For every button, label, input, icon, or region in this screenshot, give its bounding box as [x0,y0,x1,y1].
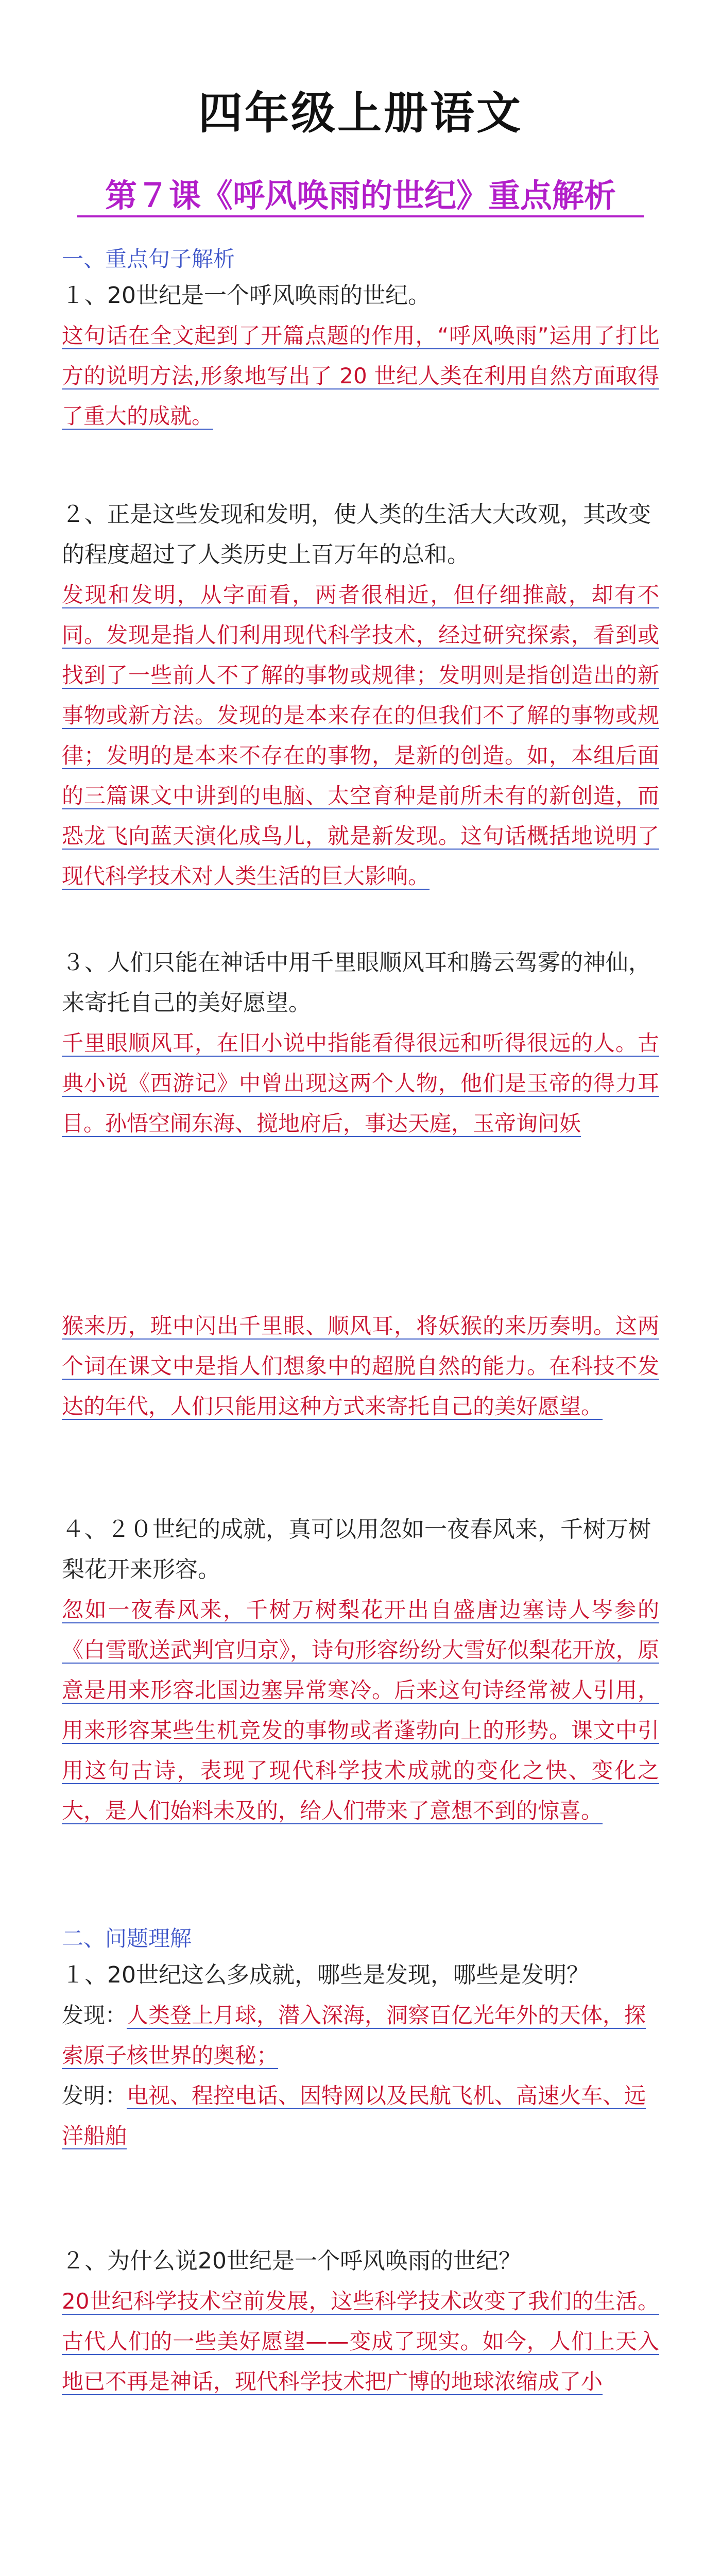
question-1-discovery [62,1995,659,2076]
key-sentence-4 [62,1510,659,1831]
subtitle-underline [77,215,644,217]
question-2-answer-part1: 20世纪科学技术空前发展，这些科学技术改变了我们的生活。古代人们的一些美好愿望——变成了现实。如今，人们上天入地已不再是神话，现代科学技术把广博的地球浓缩成了小 [62,2289,659,2394]
sentence-3-answer-part1: 千里眼顺风耳，在旧小说中指能看得很远和听得很远的人。古典小说《西游记》中曾出现这两个人物，他们是玉帝的得力耳目。孙悟空闹东海、搅地府后，事达天庭，玉帝询问妖 [62,1030,659,1136]
discovery-label: 发现： [62,2003,127,2028]
sentence-3-question: ３、人们只能在神话中用千里眼顺风耳和腾云驾雾的神仙，来寄托自己的美好愿望。 [62,950,651,1016]
sentence-4-answer: 忽如一夜春风来，千树万树梨花开出自盛唐边塞诗人岑参的《白雪歌送武判官归京》，诗句形容纷纷大雪好似梨花开放，原意是用来形容北国边塞异常寒冷。后来这句诗经常被人引用，用来形容某些生机竞发的事物或者蓬勃向上的形势。课文中引用这句古诗，表现了现代科学技术成就的变化之快、变化之大，是人们始料未及的，给人们带来了意想不到的惊喜。 [62,1597,659,1823]
sentence-3-answer-part2: 猴来历，班中闪出千里眼、顺风耳，将妖猴的来历奏明。这两个词在课文中是指人们想象中的超脱自然的能力。在科技不发达的年代，人们只能用这种方式来寄托自己的美好愿望。 [62,1313,659,1419]
sentence-2-answer: 发现和发明，从字面看，两者很相近，但仔细推敲，却有不同。发现是指人们利用现代科学技术，经过研究探索，看到或找到了一些前人不了解的事物或规律；发明则是指创造出的新事物或新方法。发现的是本来存在的但我们不了解的事物或规律；发明的是本来不存在的事物，是新的创造。如，本组后面的三篇课文中讲到的电脑、太空育种是前所未有的新创造，而恐龙飞向蓝天演化成鸟儿，就是新发现。这句话概括地说明了现代科学技术对人类生活的巨大影响。 [62,582,659,889]
invention-answer: 电视、程控电话、因特网以及民航飞机、高速火车、远洋船舶 [62,2083,646,2148]
invention-label: 发明： [62,2083,127,2108]
sentence-1-answer: 这句话在全文起到了开篇点题的作用，“呼风唤雨”运用了打比方的说明方法,形象地写出了 20 世纪人类在利用自然方面取得了重大的成就。 [62,323,659,429]
key-sentence-2 [62,495,659,896]
section-heading-key-sentences: 一、重点句子解析 [62,246,235,272]
question-1-text: １、20世纪这么多成就，哪些是发现，哪些是发明？ [62,1962,589,1988]
page-title: 四年级上册语文 [198,88,523,139]
sentence-2-question: ２、正是这些发现和发明，使人类的生活大大改观，其改变的程度超过了人类历史上百万年的总和。 [62,501,651,568]
key-sentence-1 [62,276,659,436]
question-1 [62,1955,659,2156]
sentence-4-question: ４、２０世纪的成就，真可以用忽如一夜春风来，千树万树梨花开来形容。 [62,1516,651,1583]
question-2 [62,2241,659,2402]
question-1-invention [62,2076,659,2156]
sentence-1-question: １、20世纪是一个呼风唤雨的世纪。 [62,282,431,309]
lesson-subtitle: 第７课《呼风唤雨的世纪》重点解析 [105,177,616,214]
key-sentence-3-continued [62,1306,659,1427]
discovery-answer: 人类登上月球，潜入深海，洞察百亿光年外的天体，探索原子核世界的奥秘； [62,2003,646,2068]
key-sentence-3 [62,943,659,1144]
question-2-text: ２、为什么说20世纪是一个呼风唤雨的世纪？ [62,2248,521,2274]
section-heading-questions: 二、问题理解 [62,1926,192,1951]
